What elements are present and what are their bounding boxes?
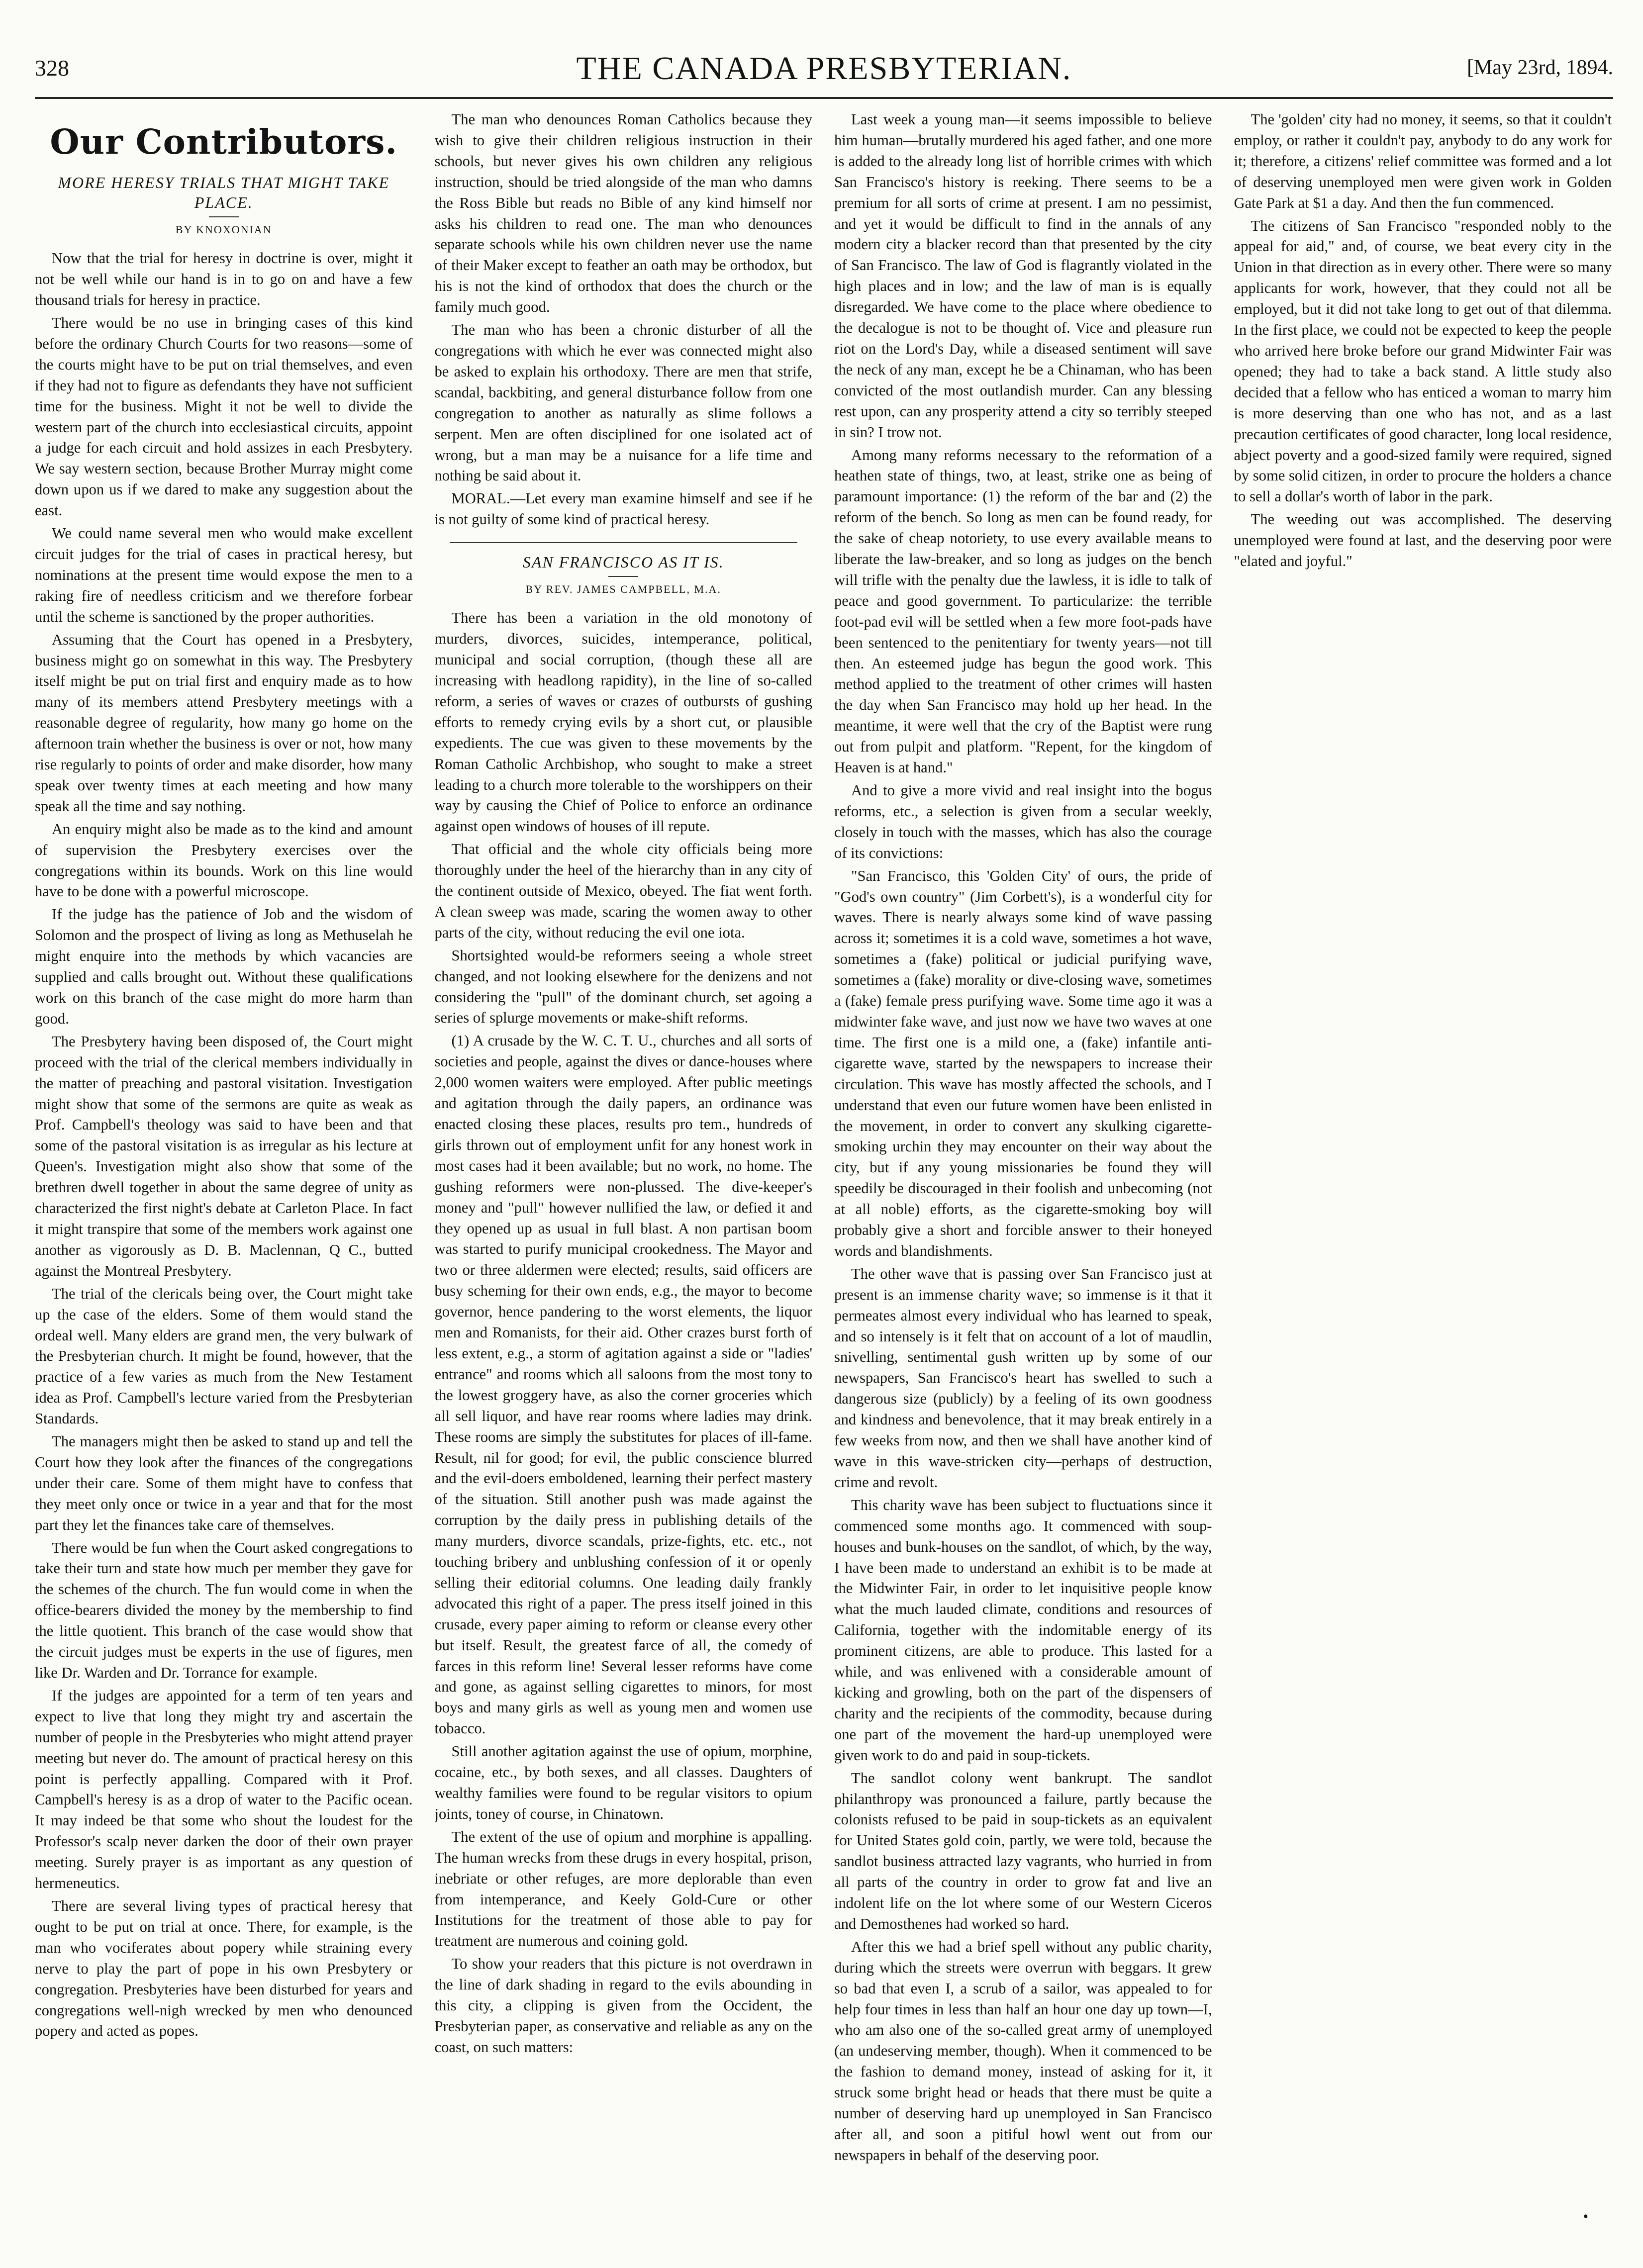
paragraph: The extent of the use of opium and morphine is appalling. The human wrecks from these drugs in every hospital, prison, inebriate or other refuges, are more deplorable than even from intemperance, and Keely Gold-Cure or other Institutions for the treatment of those able to pay for treatment are numerous and coining gold. — [434, 1828, 812, 1950]
paragraph: If the judge has the patience of Job and the wisdom of Solomon and the prospect of living as long as Methuselah he might enquire into the methods by which vacancies are supplied and calls brought out. Without these qualifications work on this branch of the case might do more harm than good. — [35, 906, 413, 1027]
paragraph: MORAL.—Let every man examine himself and see if he is not guilty of some kind of practical heresy. — [434, 490, 812, 528]
paragraph: Assuming that the Court has opened in a Presbytery, business might go on somewhat in this way. The Presbytery itself might be put on trial first and enquiry made as to how many of its members attend Presbytery meetings with a reasonable degree of regularity, how many go home on the afternoon train whether the business is over or not, how many rise regularly to points of order and make disorder, how many speak over twenty times at each meeting and how many speak all the time and say nothing. — [35, 631, 413, 815]
paragraph: The other wave that is passing over San Francisco just at present is an immense charity wave; so immense is it that it permeates almost every individual who has learned to speak, and so intensely is it felt that on account of a lot of maudlin, snivelling, sentimental gush written up by some of our newspapers, San Francisco's heart has swelled to such a dangerous size (publicly) by a feeling of its own goodness and kindness and benevolence, that it may break entirely in a few weeks from now, and then we shall have another kind of wave in this wave-stricken city—perhaps of destruction, crime and revolt. — [834, 1265, 1212, 1491]
paragraph: Now that the trial for heresy in doctrine is over, might it not be well while our hand is in to go on and have a few thousand trials for heresy in practice. — [35, 250, 413, 309]
paragraph: The weeding out was accomplished. The deserving unemployed were found at last, and the deserving poor were "elated and joyful." — [1234, 511, 1612, 570]
title-rule — [209, 216, 239, 217]
paragraph: We could name several men who would make excellent circuit judges for the trial of cases in practical heresy, but nominations at the present time would expose the men to a raking fire of needless criticism and we therefore forbear until the scheme is sanctioned by the proper authorities. — [35, 525, 413, 625]
paragraph: The 'golden' city had no money, it seems, so that it couldn't employ, or rather it couldn't pay, anybody to do any work for it; therefore, a citizens' relief committee was formed and a lot of deserving unemployed men were given work in Golden Gate Park at $1 a day. And then the fun commenced. — [1234, 111, 1612, 211]
paragraph: There has been a variation in the old monotony of murders, divorces, suicides, intemperance, political, municipal and social corruption, (though these all are increasing with headlong rapidity), in the line of so-called reform, a series of waves or crazes of outbursts of gushing efforts to remedy crying evils by a short cut, or plausible expedients. The cue was given to these movements by the Roman Catholic Archbishop, who sought to make a street leading to a church more tolerable to the worshippers on their way by causing the Chief of Police to enforce an ordinance against open windows of houses of ill repute. — [434, 609, 812, 835]
column-4 — [1234, 109, 1612, 2243]
column-2 — [435, 109, 813, 2243]
paragraph: There are several living types of practical heresy that ought to be put on trial at once. There, for example, is the man who vociferates about popery while straining every nerve to play the part of pope in his own Presbytery or congregation. Presbyteries have been disturbed for years and congregations well-nigh wrecked by men who denounced popery and acted as popes. — [35, 1897, 413, 2040]
paragraph: This charity wave has been subject to fluctuations since it commenced some months ago. It commenced with soup-houses and bunk-houses on the sandlot, of which, by the way, I have been made to understand an exhibit is to be made at the Midwinter Fair, in order to let inquisitive people know what the much lauded climate, conditions and resources of California, together with the indomitable energy of its prominent citizens, are able to produce. This lasted for a while, and was enlivened with a considerable amount of kicking and growling, both on the part of the dispensers of charity and the recipients of the commodity, because during one part of the movement the hard-up unemployed were given work to do and paid in soup-tickets. — [834, 1496, 1212, 1764]
paragraph: The man who has been a chronic disturber of all the congregations with which he ever was connected might also be asked to explain his orthodoxy. There are men that strife, scandal, backbiting, and general disturbance follow from one congregation to another as naturally as slime follows a serpent. Men are often disciplined for one isolated act of wrong, but a man may be a nuisance for a life time and nothing be said about it. — [434, 321, 812, 484]
article-byline: BY KNOXONIAN — [175, 223, 272, 236]
header-rule — [35, 97, 1613, 99]
paragraph: To show your readers that this picture is not overdrawn in the line of dark shading in regard to the evils abounding in this city, a clipping is given from the Occident, the Presbyterian paper, as conservative and reliable as any on the coast, on such matters: — [434, 1955, 812, 2056]
column-3 — [834, 109, 1212, 2243]
article-title: MORE HERESY TRIALS THAT MIGHT TAKE PLACE. — [58, 174, 390, 212]
article-separator — [450, 542, 798, 543]
paragraph: There would be no use in bringing cases of this kind before the ordinary Church Courts for two reasons—some of the courts might have to be put on trial themselves, and even if they had not to figure as defendants they have not sufficient time for the business. Might it not be well to divide the western part of the church into ecclesiastical circuits, appoint a judge for each circuit and hold assizes in each Presbytery. We say western section, because Brother Murray might come down upon us if we dared to make any suggestion about the east. — [35, 314, 413, 519]
journal-title: THE CANADA PRESBYTERIAN. — [576, 50, 1072, 87]
paragraph: An enquiry might also be made as to the kind and amount of supervision the Presbytery exercises over the congregations within its bounds. Work on this line would have to be done with a powerful microscope. — [35, 820, 413, 900]
paragraph: The citizens of San Francisco "responded nobly to the appeal for aid," and, of course, we beat every city in the Union in that direction as in every other. There were so many applicants for work, however, that they could not all be employed, but it did not take long to get out of that dilemma. In the first place, we could not be expected to keep the people who arrived here broke before our grand Midwinter Fair was opened; they had to take a back stand. A little study also decided that a fellow who has enticed a woman to marry him is more deserving than one who has not, and as a last precaution certificates of good character, long local residence, abject poverty and a good-sized family were required, signed by some solid citizen, in order to procure the holders a chance to sell a dollar's worth of labor in the park. — [1234, 217, 1612, 505]
paragraph: Last week a young man—it seems impossible to believe him human—brutally murdered his aged father, and one more is added to the already long list of horrible crimes with which San Francisco's history is reeking. There seems to be a premium for all sorts of crime at present. I am no pessimist, and yet it would be difficult to find in the annals of any modern city a blacker record than that presented by the city of San Francisco. The law of God is flagrantly violated in the high places and in low; and the law of man is is equally disregarded. We have come to the place where obedience to the decalogue is not to be thought of. Vice and pleasure run riot on the Lord's Day, while a diseased sentiment will save the neck of any man, except he be a Chinaman, who has been convicted of the most outlandish murder. Can any blessing rest upon, can any prosperity attend a city so terribly steeped in sin? I trow not. — [834, 111, 1212, 441]
paragraph: If the judges are appointed for a term of ten years and expect to live that long they might try and ascertain the number of people in the Presbyteries who might attend prayer meeting but never do. The amount of practical heresy on this point is perfectly appalling. Compared with it Prof. Campbell's heresy is as a drop of water to the Pacific ocean. It may indeed be that some who shout the loudest for the Professor's scalp never darken the door of their own prayer meeting. Surely prayer is as important as any question of hermeneutics. — [35, 1687, 413, 1892]
paragraph: Among many reforms necessary to the reformation of a heathen state of things, two, at least, strike one as being of paramount importance: (1) the reform of the bar and (2) the reform of the bench. So long as men can be found ready, for the sake of cheap notoriety, to use every available means to liberate the law-breaker, and so long as judges on the bench will trifle with the penalty due the lawless, it is idle to talk of peace and good government. To particularize: the terrible foot-pad evil will be settled when a few more foot-pads have been sentenced to the penitentiary for twenty years—not till then. An esteemed judge has begun the good work. This method applied to the treatment of other crimes will hasten the day when San Francisco may hold up her head. In the meantime, it were well that the cry of the Baptist were rung out from pulpit and platform. "Repent, for the kingdom of Heaven is at hand." — [834, 446, 1212, 776]
article-byline: BY REV. JAMES CAMPBELL, M.A. — [525, 583, 721, 596]
article-columns — [35, 109, 1612, 2243]
paragraph: And to give a more vivid and real insight into the bogus reforms, etc., a selection is given from a secular weekly, closely in touch with the masses, which has also the courage of its convictions: — [834, 782, 1212, 861]
article-title: SAN FRANCISCO AS IT IS. — [522, 553, 724, 571]
paragraph: The Presbytery having been disposed of, the Court might proceed with the trial of the clerical members individually in the matter of preaching and pastoral visitation. Investigation might show that some of the sermons are quite as weak as Prof. Campbell's theology was said to have been and that some of the pastoral visitation is as irregular as his lecture at Queen's. Investigation might also show that some of the brethren dwell together in about the same degree of unity as characterized the first night's debate at Carleton Place. In fact it might transpire that some of the members work against one another as vigorously as D. B. Maclennan, Q C., butted against the Montreal Presbytery. — [35, 1033, 413, 1279]
paragraph: Still another agitation against the use of opium, morphine, cocaine, etc., by both sexes, and all classes. Daughters of wealthy families were found to be regular visitors to opium joints, toney of course, in Chinatown. — [434, 1743, 812, 1822]
paragraph: "San Francisco, this 'Golden City' of ours, the pride of "God's own country" (Jim Corbett's), is a wonderful city for waves. There is nearly always some kind of wave passing across it; sometimes it is a cold wave, sometimes a hot wave, sometimes a (fake) political or judicial purifying wave, sometimes a (fake) morality or dive-closing wave, sometimes a (fake) female press purifying wave. Some time ago it was a midwinter fake wave, and just now we have two waves at one time. The first one is a mild one, a (fake) infantile anti-cigarette wave, started by the newspapers to increase their circulation. This wave has mostly affected the schools, and I understand that even our future women have been enlisted in the movement, in order to convert any skulking cigarette-smoking urchin they may encounter on their way about the city, but if any young missionaries be found they will speedily be discouraged in their foolish and unbecoming (not at all noble) efforts, as the cigarette-smoking boy will probably give a short and forcible answer to their honeyed words and blandishments. — [834, 867, 1212, 1259]
paragraph: After this we had a brief spell without any public charity, during which the streets were overrun with beggars. It grew so bad that even I, a scrub of a sailor, was appealed to for help four times in less than half an hour one day up town—I, who am also one of the so-called great army of unemployed (an undeserving member, though). When it commenced to be the fashion to demand money, instead of asking for it, it struck some bright head or heads that there must be quite a number of deserving hard up unemployed in San Francisco after all, and soon a pitiful howl went out from our newspapers in behalf of the deserving poor. — [834, 1938, 1212, 2164]
paragraph: The trial of the clericals being over, the Court might take up the case of the elders. Some of them would stand the ordeal well. Many elders are grand men, the very bulwark of the Presbyterian church. It might be found, however, that the practice of a few varies as much from the New Testament idea as Prof. Campbell's lecture varied from the Presbyterian Standards. — [35, 1285, 413, 1427]
paragraph: There would be fun when the Court asked congregations to take their turn and state how much per member they gave for the schemes of the church. The fun would come in when the office-bearers divided the money by the membership to find the little quotient. This branch of the case would show that the circuit judges must be experts in the use of figures, men like Dr. Warden and Dr. Torrance for example. — [35, 1539, 413, 1681]
paragraph: The managers might then be asked to stand up and tell the Court how they look after the finances of the congregations under their care. Some of them might have to confess that they meet only once or twice in a year and that for the most part they let the finances take care of themselves. — [35, 1433, 413, 1533]
department-title: Our Contributors. — [50, 122, 398, 162]
paragraph: Shortsighted would-be reformers seeing a whole street changed, and not looking elsewhere for the denizens and not considering the "pull" of the dominant church, set agoing a series of splurge movements or make-shift reforms. — [434, 946, 812, 1027]
paragraph: The man who denounces Roman Catholics because they wish to give their children religious instruction in their schools, but never gives his own children any religious instruction, should be tried alongside of the man who damns the Ross Bible but reads no Bible of any kind himself nor asks his children to read one. The man who denounces separate schools while his own children never use the name of their Maker except to feather an oath may be orthodox, but his is not the kind of orthodox that does the church or the family much good. — [434, 111, 812, 316]
issue-date: [May 23rd, 1894. — [1467, 56, 1613, 79]
paragraph: (1) A crusade by the W. C. T. U., churches and all sorts of societies and people, against the dives or dance-houses where 2,000 women waiters were employed. After public meetings and agitation through the daily papers, an ordinance was enacted closing these places, results pro tem., hundreds of girls thrown out of employment unfit for any honest work in most cases had it been available; but no work, no home. The gushing reformers were non-plussed. The dive-keeper's money and "pull" however nullified the law, or defied it and they opened up as usual in full blast. A non partisan boom was started to purify municipal crookedness. The Mayor and two or three aldermen were elected; results, said officers are busy scheming for their own ends, e.g., the mayor to become governor, hence pandering to the worst elements, the liquor men and Romanists, for their aid. Other crazes burst forth of less extent, e.g., a storm of agitation against a side or "ladies' entrance" and rooms which all saloons from the most tony to the lowest groggery have, as also the corner groceries which all sell liquor, and have rear rooms where ladies may drink. These rooms are simply the substitutes for places of ill-fame. Result, nil for good; for evil, the public conscience blurred and the evil-doers emboldened, learning their perfect mastery of the situation. Still another push was made against the corruption by the daily press in publishing details of the many murders, divorce scandals, prize-fights, etc. etc., not touching bribery and unblushing confession of it or openly selling their editorial columns. One leading daily frankly advocated this right of a paper. The press itself joined in this crusade, every paper aiming to reform or cleanse every other but itself. Result, the greatest farce of all, the comedy of farces in this reform line! Several lesser reforms have come and gone, as against selling cigarettes to minors, for most boys and many girls as well as young men and women use tobacco. — [434, 1032, 812, 1737]
title-rule — [608, 576, 638, 577]
paragraph: That official and the whole city officials being more thoroughly under the heel of the hierarchy than in any city of the continent outside of Mexico, obeyed. The fiat went forth. A clean sweep was made, scaring the women away to other parts of the city, without reducing the evil one iota. — [434, 841, 812, 941]
page-number: 328 — [35, 55, 69, 81]
page-header — [35, 50, 1613, 94]
column-1 — [35, 109, 413, 2243]
page-mark: • — [1583, 2208, 1588, 2225]
paragraph: The sandlot colony went bankrupt. The sandlot philanthropy was pronounced a failure, partly because the colonists refused to be paid in soup-tickets as an equivalent for United States gold coin, partly, we were told, because the sandlot business attracted lazy vagrants, who hurried in from all parts of the country in order to grow fat and live an indolent life on the lot where some of our Western Ciceros and Demosthenes had worked so hard. — [834, 1769, 1212, 1932]
